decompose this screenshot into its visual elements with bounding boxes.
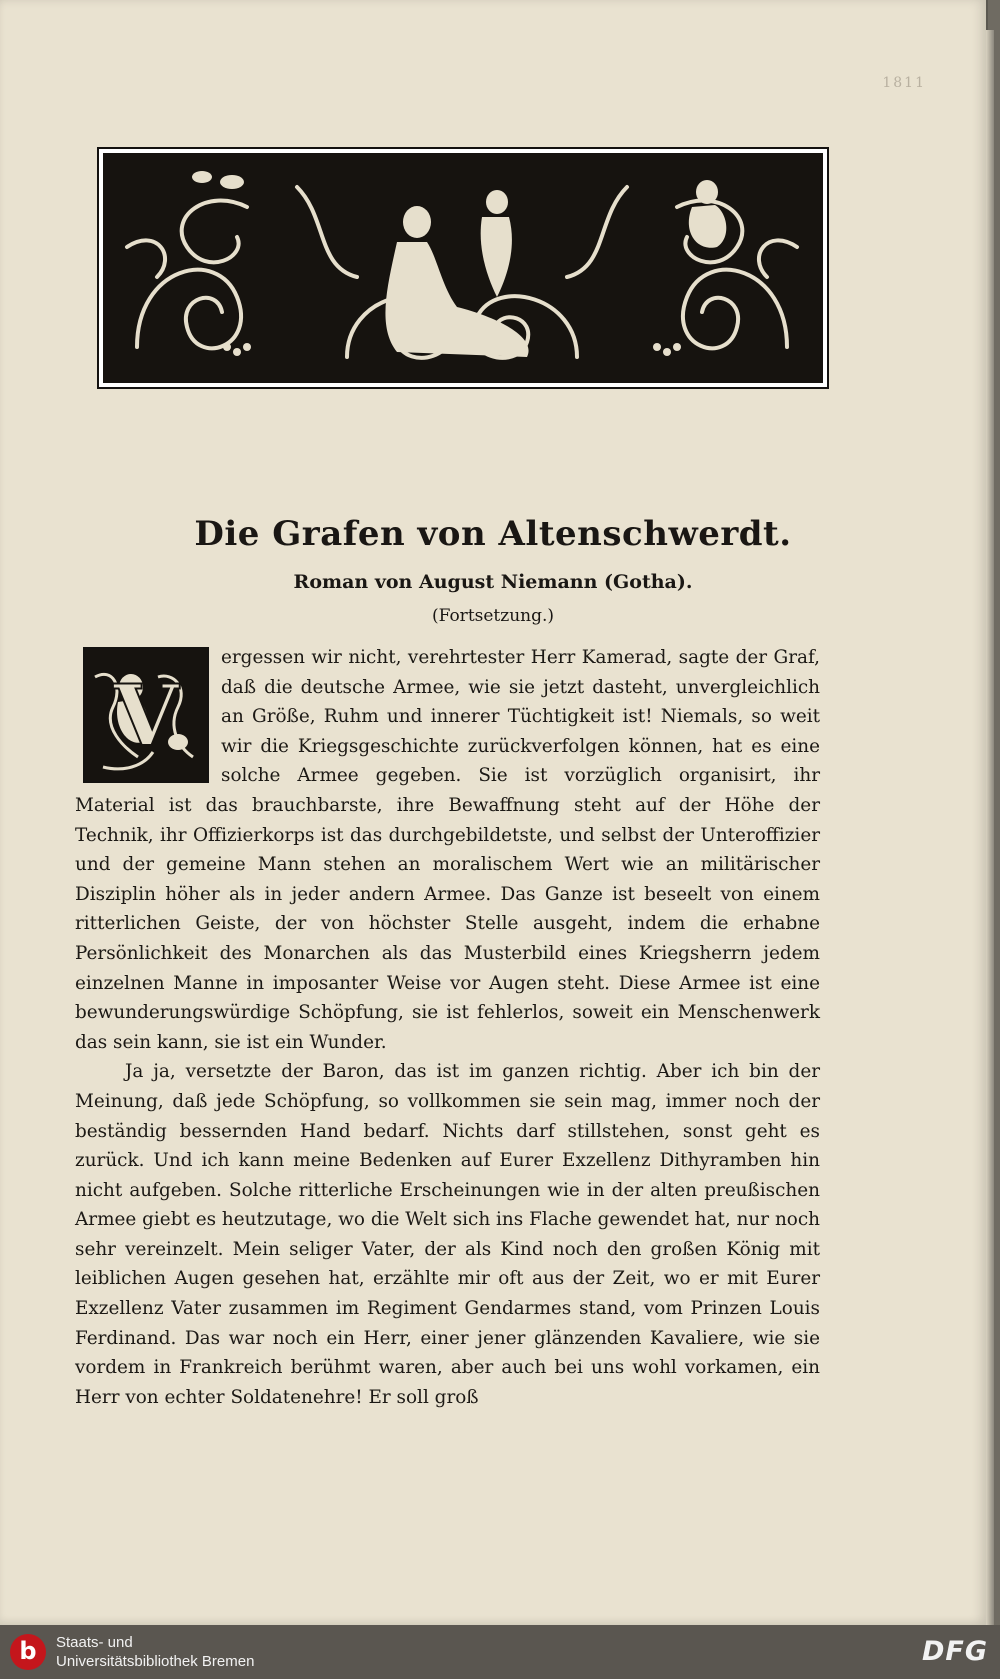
library-name[interactable] (56, 1633, 254, 1671)
pencil-page-mark: 1811 (882, 75, 926, 91)
dfg-logo[interactable]: DFG (921, 1636, 988, 1667)
article-body (75, 643, 820, 1412)
article-heading (0, 510, 986, 628)
repository-footer (0, 1625, 1000, 1679)
ornamental-header-illustration (97, 147, 829, 389)
article-author-line: Roman von August Niemann (Gotha). (293, 571, 693, 593)
page-edge (986, 30, 994, 1625)
paragraph-1: ergessen wir nicht, verehrtester Herr Kamerad, sagte der Graf, daß die deutsche Armee, wie sie jetzt dasteht, unvergleichlich an Größe, Ruhm und innerer Tüchtigkeit ist! Niemals, so weit wir die Kriegsgeschichte zurückverfolgen können, hat es eine solche Armee gegeben. Sie ist vorzüglich organisirt, ihr Material ist das brauchbarste, ihre Bewaffnung steht auf der Höhe der Technik, ihr Offizierkorps ist das durchgebildetste, und selbst der Unteroffizier und der gemeine Mann stehen an moralischem Wert wie an militärischer Disziplin höher als in jeder andern Armee. Das Ganze ist beseelt von einem ritterlichen Geiste, der von höchster Stelle ausgeht, indem die erhabne Persönlichkeit des Monarchen als das Musterbild eines Kriegsherrn jedem einzelnen Manne in imposanter Weise vor Augen steht. Diese Armee ist eine bewunderungswürdige Schöpfung, sie ist fehlerlos, soweit ein Menschenwerk das sein kann, sie ist ein Wunder. (75, 647, 820, 1053)
library-logo-icon[interactable]: b (10, 1634, 46, 1670)
library-name-line-2: Universitätsbibliothek Bremen (56, 1653, 255, 1670)
drop-cap-initial (83, 647, 209, 783)
continuation-note: (Fortsetzung.) (431, 606, 555, 626)
article-title: Die Grafen von Altenschwerdt. (194, 514, 792, 554)
paragraph-2: Ja ja, versetzte der Baron, das ist im ganzen richtig. Aber ich bin der Meinung, daß jede Schöpfung, so vollkommen sie sein mag, immer noch der beständig bessernden Hand bedarf. Nichts darf stillstehen, sonst geht es zurück. Und ich kann meine Bedenken auf Eurer Exzellenz Dithyramben hin nicht aufgeben. Solche ritterliche Erscheinungen wie in der alten preußischen Armee giebt es heutzutage, wo die Welt sich ins Flache gewendet hat, nur noch sehr vereinzelt. Mein seliger Vater, der als Kind noch den großen König mit leiblichen Augen gesehen hat, erzählte mir oft aus der Zeit, wo er mit Eurer Exzellenz Vater zusammen im Regiment Gendarmes stand, vom Prinzen Louis Ferdinand. Das war noch ein Herr, einer jener glänzenden Kavaliere, wie sie vordem in Frankreich berühmt waren, aber auch bei uns wohl vorkamen, ein Herr von echter Soldatenehre! Er soll groß (75, 1061, 820, 1408)
drop-cap-letter: V (113, 666, 179, 765)
library-name-line-1: Staats- und (56, 1634, 133, 1651)
